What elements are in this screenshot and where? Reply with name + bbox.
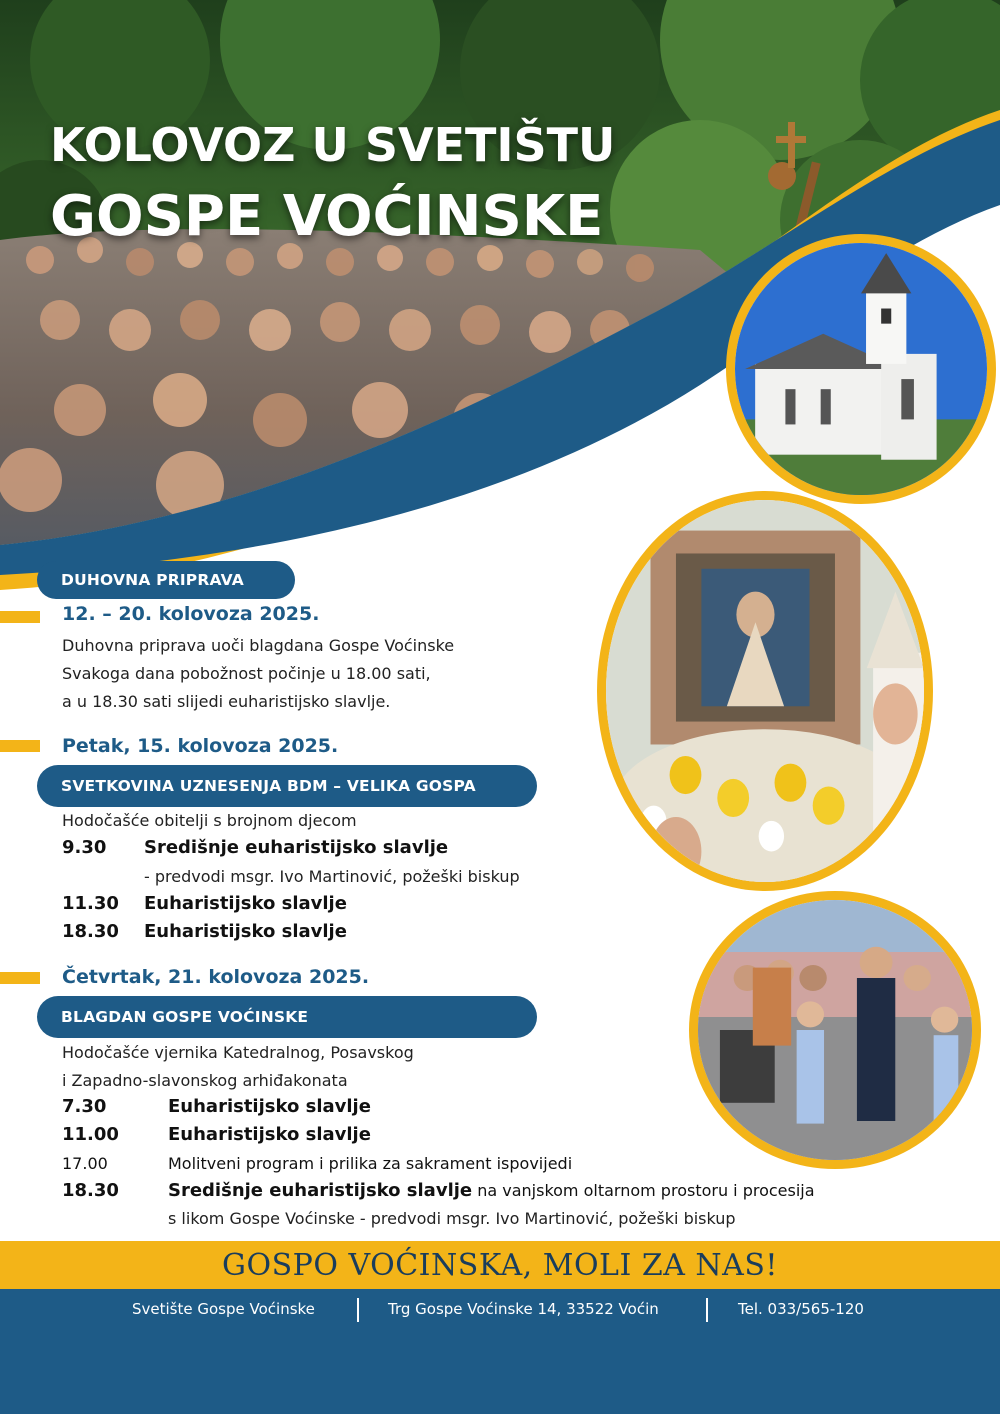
section3-date: Četvrtak, 21. kolovoza 2025. [62, 966, 370, 988]
schedule-note: - predvodi msgr. Ivo Martinović, požeški biskup [144, 867, 520, 886]
section1-line1: Duhovna priprava uoči blagdana Gospe Voćinske [62, 636, 455, 655]
page-title-line1: KOLOVOZ U SVETIŠTU [50, 118, 616, 172]
footer [0, 1289, 1000, 1414]
schedule-event-row [168, 1180, 815, 1201]
pill-blagdan: BLAGDAN GOSPE VOĆINSKE [37, 996, 537, 1038]
motto-band [0, 1241, 1000, 1289]
schedule-event: Euharistijsko slavlje [144, 893, 347, 914]
schedule-event: Molitveni program i prilika za sakrament ispovijedi [168, 1154, 573, 1173]
section1-line2: Svakoga dana pobožnost počinje u 18.00 sati, [62, 664, 431, 683]
families-procession-photo [689, 891, 981, 1169]
footer-phone: Tel. 033/565-120 [738, 1300, 864, 1318]
footer-divider [706, 1298, 708, 1322]
schedule-event-extra: na vanjskom oltarnom prostoru i procesija [472, 1181, 815, 1200]
section1-date: 12. – 20. kolovoza 2025. [62, 603, 320, 625]
schedule-event: Središnje euharistijsko slavlje [144, 837, 449, 858]
schedule-note: s likom Gospe Voćinske - predvodi msgr. Ivo Martinović, požeški biskup [168, 1209, 736, 1228]
pill-velika-gospa: SVETKOVINA UZNESENJA BDM – VELIKA GOSPA [37, 765, 537, 807]
schedule-event: Euharistijsko slavlje [144, 921, 347, 942]
page-title-line2: GOSPE VOĆINSKE [50, 184, 604, 249]
schedule-time: 11.30 [62, 893, 119, 914]
section2-intro: Hodočašće obitelji s brojnom djecom [62, 811, 357, 830]
schedule-time: 9.30 [62, 837, 107, 858]
church-photo [726, 234, 996, 504]
schedule-time: 17.00 [62, 1154, 108, 1173]
schedule-event: Središnje euharistijsko slavlje [168, 1180, 473, 1201]
section3-intro-line2: i Zapadno-slavonskog arhiđakonata [62, 1071, 348, 1090]
madonna-icon-photo [597, 491, 933, 891]
schedule-time: 11.00 [62, 1124, 119, 1145]
schedule-time: 18.30 [62, 1180, 119, 1201]
schedule-time: 7.30 [62, 1096, 107, 1117]
schedule-event: Euharistijsko slavlje [168, 1124, 371, 1145]
section2-date: Petak, 15. kolovoza 2025. [62, 735, 339, 757]
schedule-event: Euharistijsko slavlje [168, 1096, 371, 1117]
section3-intro-line1: Hodočašće vjernika Katedralnog, Posavskog [62, 1043, 414, 1062]
yellow-marker-3 [0, 972, 40, 984]
footer-name: Svetište Gospe Voćinske [132, 1300, 315, 1318]
motto-text: GOSPO VOĆINSKA, MOLI ZA NAS! [222, 1247, 778, 1283]
pill-duhovna-priprava: DUHOVNA PRIPRAVA [37, 561, 295, 599]
yellow-marker-2 [0, 740, 40, 752]
schedule-time: 18.30 [62, 921, 119, 942]
footer-address: Trg Gospe Voćinske 14, 33522 Voćin [388, 1300, 659, 1318]
yellow-marker-1 [0, 611, 40, 623]
section1-line3: a u 18.30 sati slijedi euharistijsko slavlje. [62, 692, 391, 711]
footer-divider [357, 1298, 359, 1322]
